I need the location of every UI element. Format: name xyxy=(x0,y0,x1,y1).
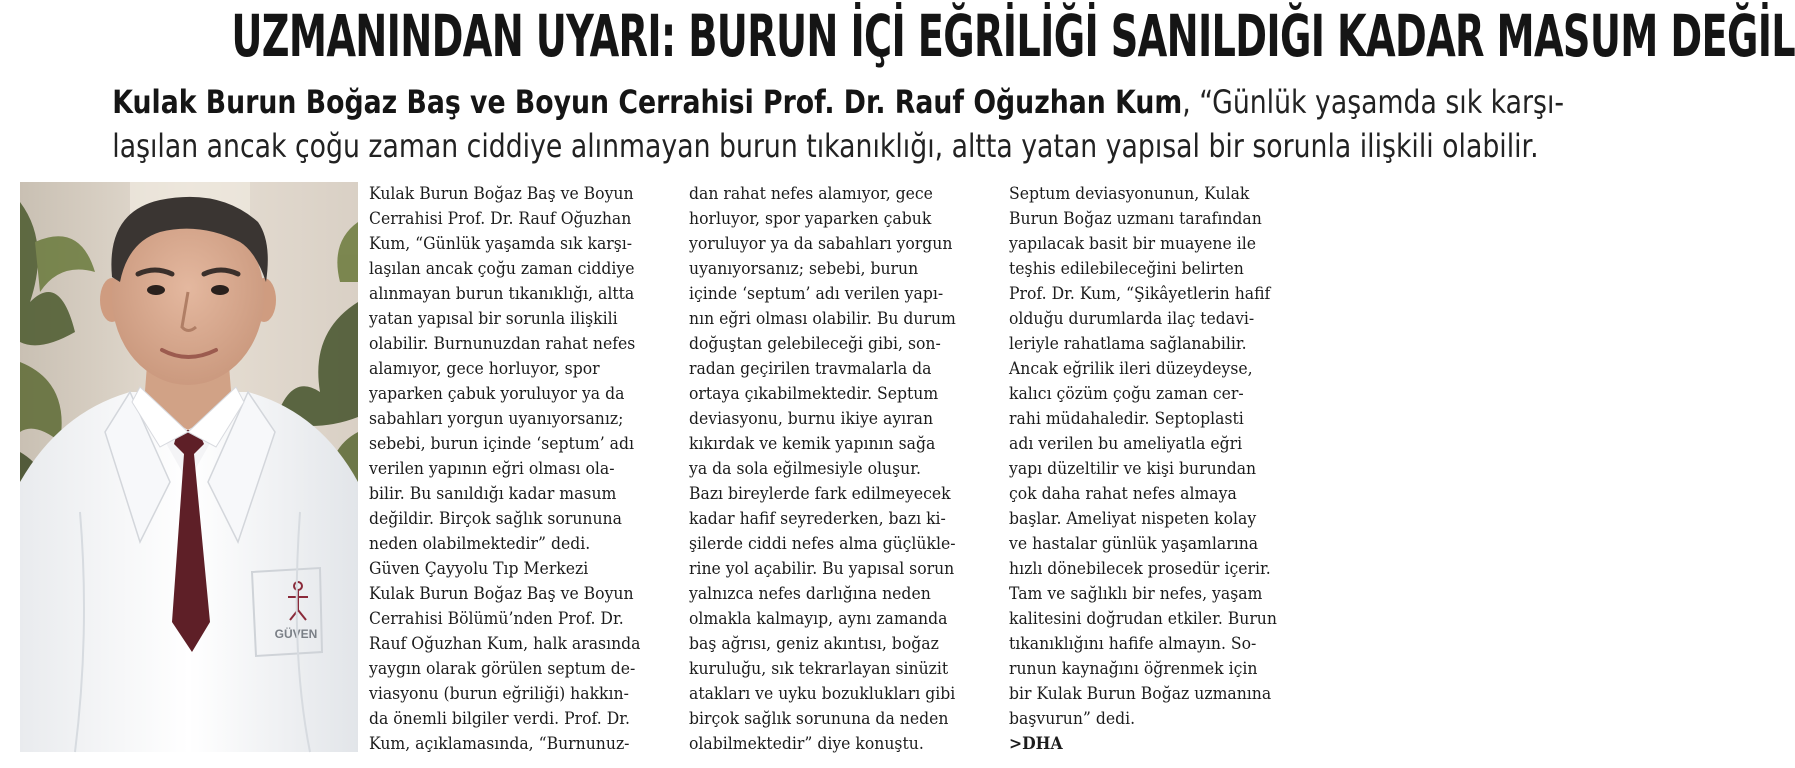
article-line: ya da sola eğilmesiyle oluşur. xyxy=(689,459,921,479)
article-line: horluyor, spor yaparken çabuk xyxy=(689,209,932,229)
article-line: çok daha rahat nefes almaya xyxy=(1009,484,1237,504)
article-line: bir Kulak Burun Boğaz uzmanına xyxy=(1009,684,1272,704)
article-line: bilir. Bu sanıldığı kadar masum xyxy=(369,484,617,504)
article-line: olduğu durumlarda ilaç tedavi- xyxy=(1009,309,1255,329)
article-line: başvurun” dedi. xyxy=(1009,709,1136,729)
doctor-photo xyxy=(20,182,358,752)
article-line: Kum, “Günlük yaşamda sık karşı- xyxy=(369,234,633,254)
article-line: olabilmektedir” diye konuştu. xyxy=(689,734,924,754)
article-line: sebebi, burun içinde ‘septum’ adı xyxy=(369,434,635,454)
article-line: kıkırdak ve kemik yapının sağa xyxy=(689,434,936,454)
article-line: Bazı bireylerde fark edilmeyecek xyxy=(689,484,951,504)
article-line: uyanıyorsanız; sebebi, burun xyxy=(689,259,919,279)
article-line: alınmayan burun tıkanıklığı, altta xyxy=(369,284,635,304)
article-line: yalnızca nefes darlığına neden xyxy=(689,584,931,604)
article-line: içinde ‘septum’ adı verilen yapı- xyxy=(689,284,944,304)
article-line: yoruluyor ya da sabahları yorgun xyxy=(689,234,953,254)
lead-line-1-rest: , “Günlük yaşamda sık karşı- xyxy=(1182,83,1565,121)
coat-logo-text: GÜVEN xyxy=(274,627,318,641)
article-line: da önemli bilgiler verdi. Prof. Dr. xyxy=(369,709,630,729)
lead-line-2: laşılan ancak çoğu zaman ciddiye alınmayan burun tıkanıklığı, altta yatan yapısal bir sorunla ilişkili olabilir. xyxy=(112,127,1539,165)
article-line: birçok sağlık sorununa da neden xyxy=(689,709,949,729)
article-line: başlar. Ameliyat nispeten kolay xyxy=(1009,509,1257,529)
article-line: leriyle rahatlama sağlanabilir. xyxy=(1009,334,1247,354)
article-line: kuruluğu, sık tekrarlayan sinüzit xyxy=(689,659,949,679)
article-line: yatan yapısal bir sorunla ilişkili xyxy=(369,309,618,329)
article-line: alamıyor, gece horluyor, spor xyxy=(369,359,600,379)
article-column-1 xyxy=(369,182,669,768)
article-line: yapı düzeltilir ve kişi burundan xyxy=(1009,459,1257,479)
article-line: Septum deviasyonunun, Kulak xyxy=(1009,184,1250,204)
lead-line-1 xyxy=(112,80,1565,124)
article-line: rahi müdahaledir. Septoplasti xyxy=(1009,409,1244,429)
article-column-2 xyxy=(689,182,994,768)
article-line: Tam ve sağlıklı bir nefes, yaşam xyxy=(1009,584,1263,604)
article-line: Güven Çayyolu Tıp Merkezi xyxy=(369,559,589,579)
article-line: Cerrahisi Bölümü’nden Prof. Dr. xyxy=(369,609,624,629)
lead-bold-name: Kulak Burun Boğaz Baş ve Boyun Cerrahisi Prof. Dr. Rauf Oğuzhan Kum xyxy=(112,83,1183,121)
article-line: teşhis edilebileceğini belirten xyxy=(1009,259,1244,279)
article-line: ortaya çıkabilmektedir. Septum xyxy=(689,384,939,404)
article-line: hızlı dönebilecek prosedür içerir. xyxy=(1009,559,1271,579)
article-line: yaygın olarak görülen septum de- xyxy=(369,659,636,679)
article-line: Rauf Oğuzhan Kum, halk arasında xyxy=(369,634,641,654)
article-line: doğuştan gelebileceği gibi, son- xyxy=(689,334,941,354)
article-line: Prof. Dr. Kum, “Şikâyetlerin hafif xyxy=(1009,284,1271,304)
article-line: sabahları yorgun uyanıyorsanız; xyxy=(369,409,624,429)
article-line: nın eğri olması olabilir. Bu durum xyxy=(689,309,956,329)
article-line: yaparken çabuk yoruluyor ya da xyxy=(369,384,625,404)
article-column-3 xyxy=(1009,182,1309,768)
article-line: kalitesini doğrudan etkiler. Burun xyxy=(1009,609,1277,629)
lead-paragraph xyxy=(112,80,1565,168)
article-line: radan geçirilen travmalarla da xyxy=(689,359,932,379)
article-line: neden olabilmektedir” dedi. xyxy=(369,534,591,554)
article-line: Ancak eğrilik ileri düzeydeyse, xyxy=(1009,359,1253,379)
article-line: dan rahat nefes alamıyor, gece xyxy=(689,184,933,204)
article-line: olabilir. Burnunuzdan rahat nefes xyxy=(369,334,636,354)
article-line: runun kaynağını öğrenmek için xyxy=(1009,659,1258,679)
article-line: Kulak Burun Boğaz Baş ve Boyun xyxy=(369,584,634,604)
article-line: şilerde ciddi nefes alma güçlükle- xyxy=(689,534,956,554)
article-line: yapılacak basit bir muayene ile xyxy=(1009,234,1257,254)
article-line: Kulak Burun Boğaz Baş ve Boyun xyxy=(369,184,634,204)
article-line: laşılan ancak çoğu zaman ciddiye xyxy=(369,259,635,279)
source-signature: >DHA xyxy=(1009,734,1063,754)
article-line: kadar hafif seyrederken, bazı ki- xyxy=(689,509,946,529)
article-line: Kum, açıklamasında, “Burnunuz- xyxy=(369,734,630,754)
article-line: kalıcı çözüm çoğu zaman cer- xyxy=(1009,384,1244,404)
article-line: atakları ve uyku bozuklukları gibi xyxy=(689,684,956,704)
article-line: viasyonu (burun eğriliği) hakkın- xyxy=(369,684,629,704)
article-line: Cerrahisi Prof. Dr. Rauf Oğuzhan xyxy=(369,209,632,229)
article-line: baş ağrısı, geniz akıntısı, boğaz xyxy=(689,634,939,654)
article-line: deviasyonu, burnu ikiye ayıran xyxy=(689,409,934,429)
article-line: tıkanıklığını hafife almayın. So- xyxy=(1009,634,1257,654)
article-line: verilen yapının eğri olması ola- xyxy=(369,459,615,479)
article-line: olmakla kalmayıp, aynı zamanda xyxy=(689,609,948,629)
article-line: Burun Boğaz uzmanı tarafından xyxy=(1009,209,1262,229)
headline: UZMANINDAN UYARI: BURUN İÇİ EĞRİLİĞİ SANILDIĞI KADAR MASUM DEĞİL xyxy=(231,2,1795,70)
article-line: adı verilen bu ameliyatla eğri xyxy=(1009,434,1243,454)
article-line: değildir. Birçok sağlık sorununa xyxy=(369,509,622,529)
article-line: ve hastalar günlük yaşamlarına xyxy=(1009,534,1259,554)
article-line: rine yol açabilir. Bu yapısal sorun xyxy=(689,559,955,579)
